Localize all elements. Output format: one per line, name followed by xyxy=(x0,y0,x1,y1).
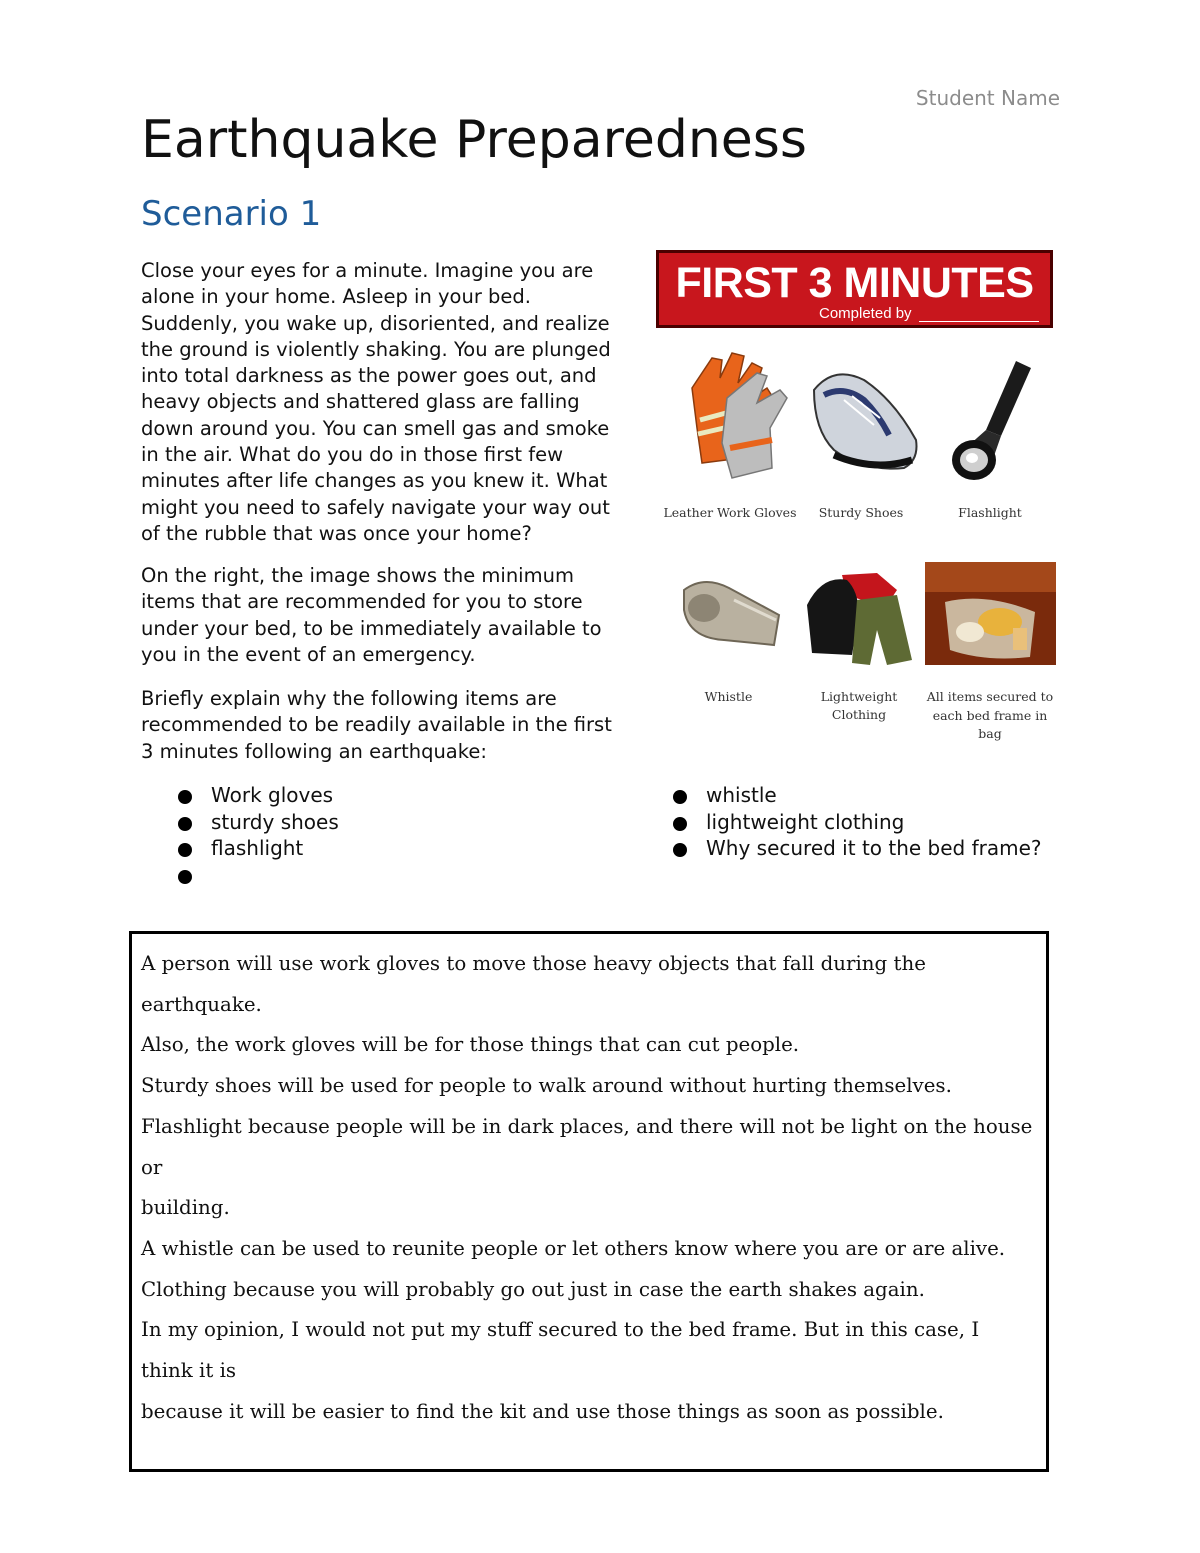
answer-line: A person will use work gloves to move those heavy objects that fall during the earthquake. xyxy=(141,952,926,1016)
bag-under-bed-photo xyxy=(925,562,1056,665)
answer-line: Sturdy shoes will be used for people to walk around without hurting themselves. xyxy=(141,1074,952,1098)
caption-clothing-line2: Clothing xyxy=(831,707,887,722)
list-item-label: Work gloves xyxy=(211,783,334,807)
work-gloves-icon xyxy=(672,348,802,488)
list-item-label: Why secured it to the bed frame? xyxy=(706,836,1042,860)
bullet-icon xyxy=(673,843,687,857)
caption-gloves: Leather Work Gloves xyxy=(663,505,797,520)
items-paragraph: On the right, the image shows the minimum items that are recommended for you to store under your bed, to be immediately available to you in the event of an emergency. xyxy=(141,564,602,666)
list-item xyxy=(636,809,1042,836)
list-item xyxy=(636,835,1042,862)
lightweight-clothing-icon xyxy=(802,565,922,670)
list-item-label: sturdy shoes xyxy=(211,809,339,834)
bullet-icon xyxy=(178,843,192,857)
answer-line: Clothing because you will probably go out just in case the earth shakes again. xyxy=(141,1277,925,1301)
banner-subtitle: Completed by xyxy=(819,305,912,322)
banner-signature-line xyxy=(919,321,1039,322)
answer-line: because it will be easier to find the kit and use those things as soon as possible. xyxy=(141,1399,944,1423)
list-item xyxy=(141,835,339,862)
banner-title: FIRST 3 MINUTES xyxy=(675,259,1034,307)
answer-box[interactable] xyxy=(129,931,1049,1472)
list-item xyxy=(636,782,1042,809)
caption-clothing-line1: Lightweight xyxy=(820,689,898,704)
flashlight-icon xyxy=(946,356,1046,486)
first-three-minutes-figure xyxy=(656,250,1061,741)
answer-text xyxy=(141,944,1036,1432)
bullet-icon xyxy=(673,790,687,804)
bullet-icon xyxy=(178,870,192,884)
list-item-label: flashlight xyxy=(211,836,304,860)
sturdy-shoes-icon xyxy=(804,360,924,480)
caption-shoes: Sturdy Shoes xyxy=(818,505,904,520)
list-item xyxy=(141,862,339,889)
whistle-icon xyxy=(674,570,784,660)
answer-line: Flashlight because people will be in dark places, and there will not be light on the house or xyxy=(141,1114,1033,1179)
answer-line: Also, the work gloves will be for those things that can cut people. xyxy=(141,1033,800,1057)
list-item xyxy=(141,809,339,836)
list-item-label: lightweight clothing xyxy=(706,809,905,834)
answer-line: building. xyxy=(141,1196,230,1220)
instructions-paragraph: Briefly explain why the following items are recommended to be readily available in the first 3 minutes following an earthquake: xyxy=(141,687,612,763)
bullet-icon xyxy=(178,790,192,804)
scenario-paragraph: Close your eyes for a minute. Imagine you are alone in your home. Asleep in your bed. Suddenly, you wake up, disoriented, and realize the ground is violently shaking. You are plunged into total darkness as the power goes out, and heavy objects and shattered glass are falling down around you. You can smell gas and smoke in the air. What do you do in those first few minutes after life changes as you knew it. What might you need to safely navigate your way out of the rubble that was once your home? xyxy=(141,259,611,545)
answer-line: In my opinion, I would not put my stuff secured to the bed frame. But in this case, I think it is xyxy=(141,1318,980,1383)
caption-whistle: Whistle xyxy=(704,689,753,704)
bullet-list-left xyxy=(141,782,339,888)
list-item-label: whistle xyxy=(706,783,777,807)
bullet-icon xyxy=(178,817,192,831)
page-title: Earthquake Preparedness xyxy=(141,110,807,170)
scenario-heading: Scenario 1 xyxy=(141,194,322,234)
caption-flashlight: Flashlight xyxy=(958,505,1022,520)
bullet-list-right xyxy=(636,782,1042,862)
list-item xyxy=(141,782,339,809)
student-name-label: Student Name xyxy=(915,86,1060,110)
caption-bag-line1: All items secured to xyxy=(926,689,1054,704)
bullet-icon xyxy=(673,817,687,831)
caption-bag-line2: each bed frame in bag xyxy=(932,708,1048,741)
answer-line: A whistle can be used to reunite people or let others know where you are or are alive. xyxy=(141,1236,1006,1260)
figure-banner xyxy=(656,250,1053,328)
